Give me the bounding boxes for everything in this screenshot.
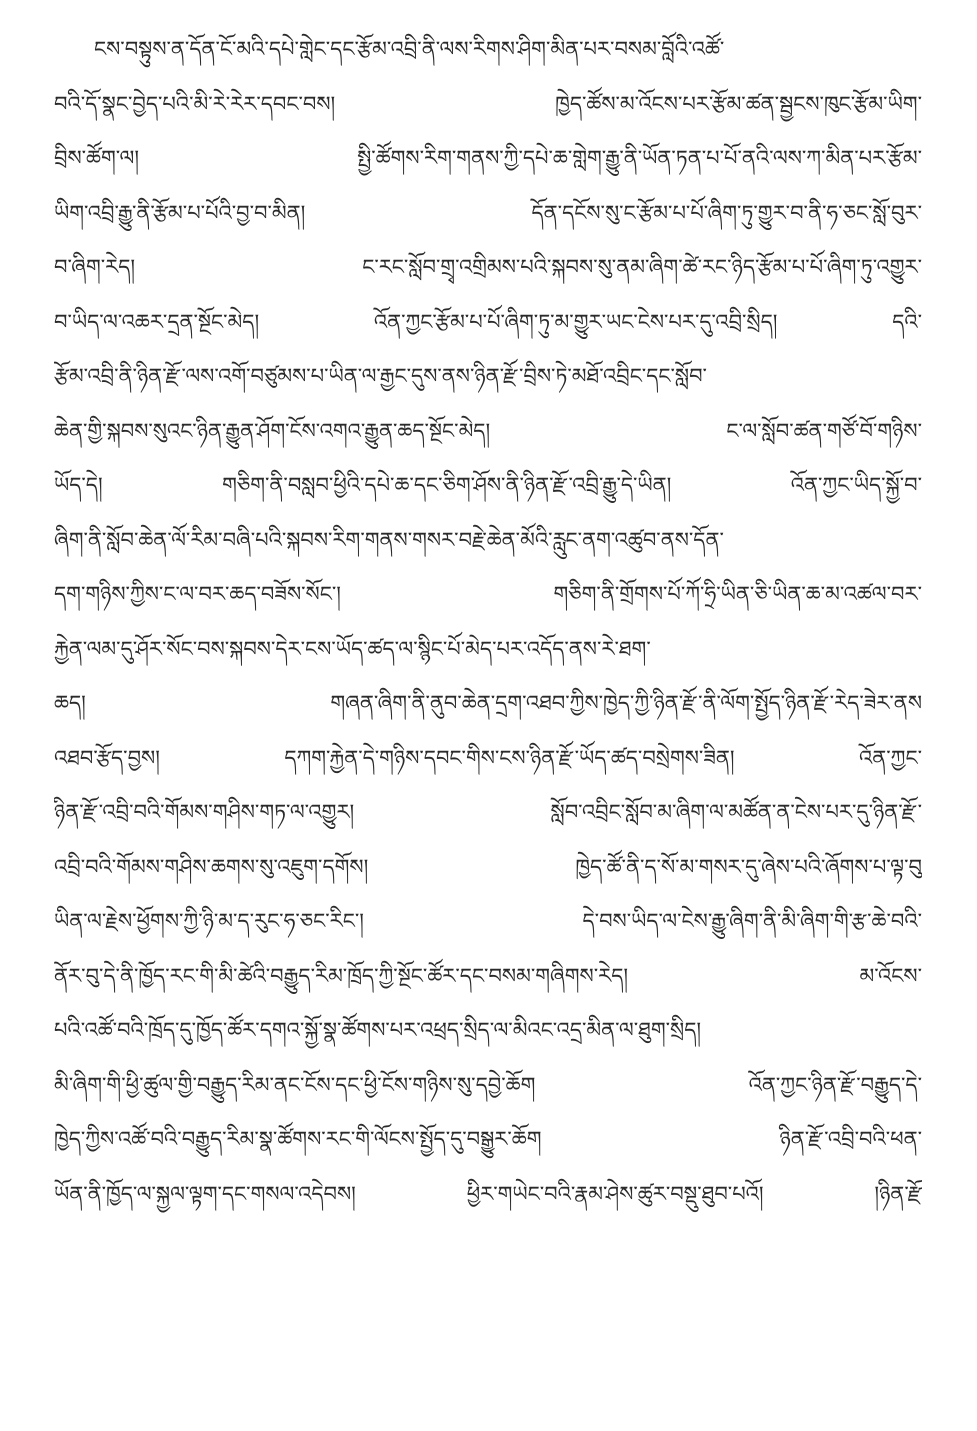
text-line: ཁྱེད་ཀྱིས་འཚོ་བའི་བརྒྱུད་རིམ་སྣ་ཚོགས་རང་གི་ལོངས་སྤྱོད་དུ་བསྒྱུར་ཆོག ཉིན་རྫོ་འབྲི་བའི་ཕན་ xyxy=(54,1127,922,1151)
text-line: པའི་འཚོ་བའི་ཁྲོད་དུ་ཁྱོད་ཚོར་དགའ་སྐྱོ་སྣ་ཚོགས་པར་འཕྲད་སྲིད་ལ་མིའང་འདྲ་མིན་ལ་ཐུག་སྲིད། xyxy=(54,1018,702,1042)
text-line: འབྲི་བའི་གོམས་གཤིས་ཆགས་སུ་འཇུག་དགོས། ཁྱེད་ཚོ་ནི་ད་སོ་མ་གསར་དུ་ཞེས་པའི་ཞོགས་པ་ལྟ་བུ xyxy=(54,854,922,879)
text-line: བའི་དོ་སྣང་བྱེད་པའི་མི་རེ་རེར་དབང་བས། ཁྱེད་ཚོས་མ་འོངས་པར་རྩོམ་ཚན་སྦྱངས་ཁུང་རྩོམ་ཡིག་ xyxy=(54,91,922,116)
text-line: དག་གཉིས་ཀྱིས་ང་ལ་བར་ཆད་བཟོས་སོང་། གཅིག་ནི་གྲོགས་པོ་ཀོ་ཧྲི་ཡིན་ཅི་ཡིན་ཆ་མ་འཚལ་བར་ xyxy=(54,582,922,606)
text-line: ཆེན་གྱི་སྐབས་སུའང་ཉིན་རྒྱུན་ཤོག་ངོས་འགའ་རྒྱུན་ཆད་སྔོང་མེད། ང་ལ་སློབ་ཚན་གཙོ་བོ་གཉིས་ xyxy=(54,418,922,443)
text-line: འཐབ་རྩོད་བྱས། དཀག་རྐྱེན་དེ་གཉིས་དབང་གིས་ངས་ཉིན་རྫོ་ཡོད་ཚད་བསྲེགས་ཟིན། འོན་ཀྱང་ xyxy=(54,745,922,770)
text-line: རྩོམ་འབྲི་ནི་ཉིན་རྫོ་ལས་འགོ་བཙུམས་པ་ཡིན་ལ་རྒྱང་དུས་ནས་ཉིན་རྫོ་བྲིས་ཏེ་མཐོ་འབྲིང་དང་སློབ་ xyxy=(54,364,707,388)
text-line: ཡོན་ནི་ཁྱོད་ལ་སྐྱལ་ལྟག་དང་གསལ་འདེབས། ཕྱིར་གཡེང་བའི་རྣམ་ཤེས་ཚུར་བསྡུ་ཐུབ་པའོ། །ཉིན་རྫོ xyxy=(54,1181,922,1206)
text-line: ཆད། གཞན་ཞིག་ནི་ནུབ་ཆེན་དྲག་འཐབ་ཀྱིས་ཁྱེད་ཀྱི་ཉིན་རྫོ་ནི་ལོག་སྤྱོད་ཉིན་རྫོ་རེད་ཟེར་ནས xyxy=(54,691,922,715)
text-line: ཡིག་འབྲི་རྒྱུ་ནི་རྩོམ་པ་པོའི་བྱ་བ་མིན། དོན་དངོས་སུ་ང་རྩོམ་པ་པོ་ཞིག་ཏུ་གྱུར་བ་ནི་ཧ་ཅང་སློ་བུར་ xyxy=(54,200,922,225)
text-line: བ་ཡིད་ལ་འཆར་དྲན་སྔོང་མེད། འོན་ཀྱང་རྩོམ་པ་པོ་ཞིག་ཏུ་མ་གྱུར་ཡང་ངེས་པར་དུ་འབྲི་སྲིད། དའི་ xyxy=(54,309,922,334)
text-line: ནོར་བུ་དེ་ནི་ཁྱོད་རང་གི་མི་ཚེའི་བརྒྱུད་རིམ་ཁྲོད་ཀྱི་སྔོང་ཚོར་དང་བསམ་གཞིགས་རེད། མ་འོངས་ xyxy=(54,963,922,988)
text-line: ཡིན་ལ་རྗེས་ཕྱོགས་ཀྱི་ཉི་མ་ད་རུང་ཧ་ཅང་རིང་། དེ་བས་ཡིད་ལ་ངེས་རྒྱུ་ཞིག་ནི་མི་ཞིག་གི་རྩ་ཆེ་བའི་ xyxy=(54,909,922,933)
text-line: བ་ཞིག་རེད། ང་རང་སློབ་གྲྭ་འགྲིམས་པའི་སྐབས་སུ་ནམ་ཞིག་ཚེ་རང་ཉིད་རྩོམ་པ་པོ་ཞིག་ཏུ་འགྱུར་ xyxy=(54,255,922,279)
text-line: ངས་བསྟུས་ན་དོན་ངོ་མའི་དཔེ་གླེང་དང་རྩོམ་འབྲི་ནི་ལས་རིགས་ཤིག་མིན་པར་བསམ་བློའི་འཚོ་ xyxy=(94,37,725,61)
body-text xyxy=(54,22,922,1221)
text-line: ཉིན་རྫོ་འབྲི་བའི་གོམས་གཤིས་གཏ་ལ་འགྱུར། སློབ་འབྲིང་སློབ་མ་ཞིག་ལ་མཚོན་ན་ངེས་པར་དུ་ཉིན་རྫོ་ xyxy=(54,800,922,824)
text-line: བྲིས་ཚོག་ལ། སྤྱི་ཚོགས་རིག་གནས་ཀྱི་དཔེ་ཆ་གླེག་རྒྱུ་ནི་ཡོན་ཏན་པ་པོ་ནའི་ལས་ཀ་མིན་པར་རྩོམ་ xyxy=(54,146,922,170)
text-line: ཡོད་དེ། གཅིག་ནི་བསླབ་ཕྱིའི་དཔེ་ཆ་དང་ཅིག་ཤོས་ནི་ཉིན་རྫོ་འབྲི་རྒྱུ་དེ་ཡིན། འོན་ཀྱང་ཡིད་སྐྱོ་བ་ xyxy=(54,473,922,497)
text-line: མི་ཞིག་གི་ཕྱི་ཚུལ་གྱི་བརྒྱུད་རིམ་ནང་ངོས་དང་ཕྱི་ངོས་གཉིས་སུ་དབྱེ་ཆོག འོན་ཀྱང་ཉིན་རྫོ་བརྒྱུད་དེ་ xyxy=(54,1072,922,1097)
text-line: རྐྱེན་ལམ་དུ་ཤོར་སོང་བས་སྐབས་དེར་ངས་ཡོད་ཚད་ལ་སྙིང་པོ་མེད་པར་འདོད་ནས་རེ་ཐག་ xyxy=(54,636,651,661)
text-line: ཞིག་ནི་སློབ་ཆེན་ལོ་རིམ་བཞི་པའི་སྐབས་རིག་གནས་གསར་བརྗེ་ཆེན་མོའི་རླུང་ནག་འཚུབ་ནས་དོན་ xyxy=(54,527,724,552)
